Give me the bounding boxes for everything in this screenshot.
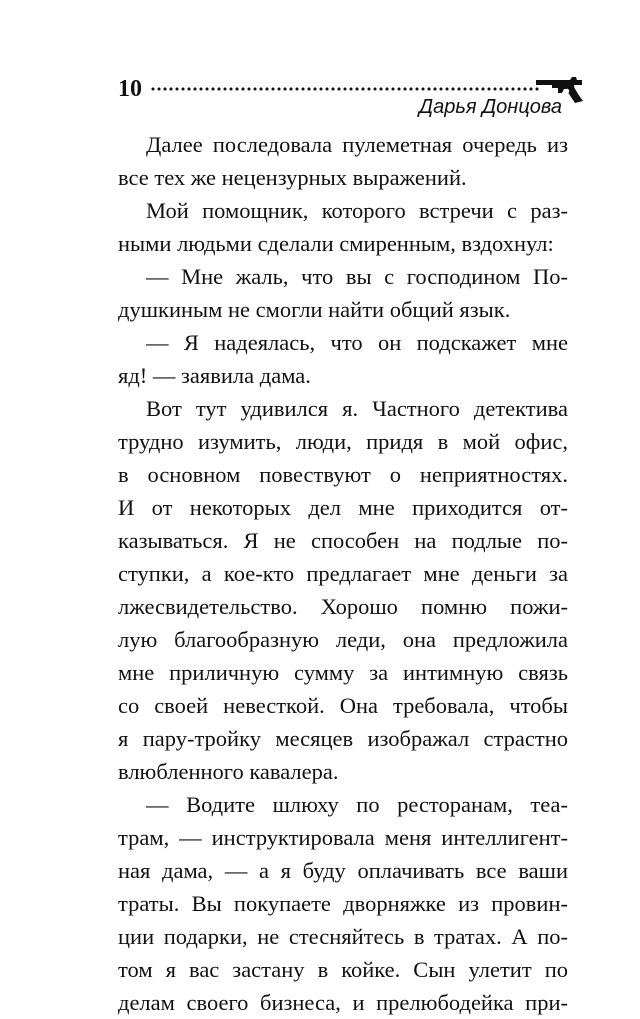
- text-line: И от некоторых дел мне приходится от-: [118, 495, 568, 520]
- text-line: Мой помощник, которого встречи с раз-: [146, 198, 568, 223]
- page-header: [118, 74, 568, 120]
- dotted-leader: [150, 86, 540, 92]
- text-line: мне приличную сумму за интимную связь: [118, 660, 568, 685]
- text-line: трудно изумить, люди, придя в мой офис,: [118, 429, 568, 454]
- text-line: Вот тут удивился я. Частного детектива: [146, 396, 568, 421]
- text-line: я пару-тройку месяцев изображал страстно: [118, 726, 568, 751]
- text-line: — Мне жаль, что вы с господином По-: [146, 264, 568, 289]
- text-line: все тех же нецензурных выражений.: [118, 165, 467, 190]
- text-line: лую благообразную леди, она предложила: [118, 627, 568, 652]
- text-line: делам своего бизнеса, и прелюбодейка при-: [118, 990, 568, 1015]
- text-line: ными людьми сделали смиренным, вздохнул:: [118, 231, 554, 256]
- text-line: яд! — заявила дама.: [118, 363, 311, 388]
- text-line: со своей невесткой. Она требовала, чтобы: [118, 693, 568, 718]
- page-number: 10: [118, 76, 142, 102]
- text-line: Далее последовала пулеметная очередь из: [146, 132, 568, 157]
- text-line: трам, — инструктировала меня интеллигент-: [118, 825, 568, 850]
- text-line: ции подарки, не стесняйтесь в тратах. А по-: [118, 924, 568, 949]
- text-line: том я вас застану в койке. Сын улетит по: [118, 957, 568, 982]
- body-text: [118, 128, 568, 1019]
- text-line: душкиным не смогли найти общий язык.: [118, 297, 511, 322]
- text-line: в основном повествуют о неприятностях.: [118, 462, 568, 487]
- text-line: ная дама, — а я буду оплачивать все ваши: [118, 858, 568, 883]
- text-line: казываться. Я не способен на подлые по-: [118, 528, 568, 553]
- text-line: — Водите шлюху по ресторанам, теа-: [146, 792, 568, 817]
- text-line: влюбленного кавалера.: [118, 759, 339, 784]
- author-name: Дарья Донцова: [419, 96, 562, 118]
- text-line: — Я надеялась, что он подскажет мне: [146, 330, 568, 355]
- text-line: лжесвидетельство. Хорошо помню пожи-: [118, 594, 568, 619]
- text-line: ступки, а кое-кто предлагает мне деньги за: [118, 561, 568, 586]
- text-line: траты. Вы покупаете дворняжке из провин-: [118, 891, 568, 916]
